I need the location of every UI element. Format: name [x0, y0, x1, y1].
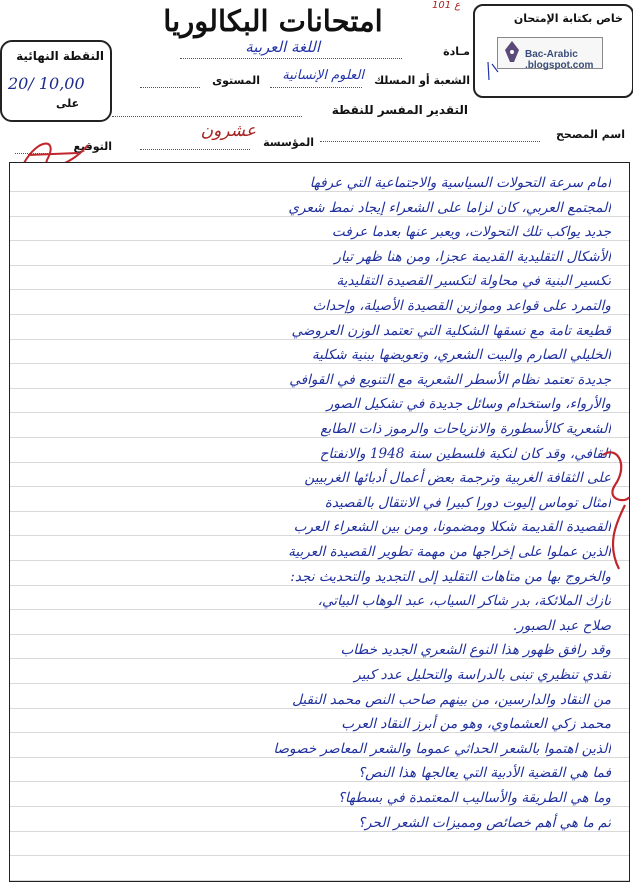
answer-line: تكسير البنية في محاولة لتكسير القصيدة التقليدية — [336, 273, 611, 290]
answer-line: الشعرية كالأسطورة والانزياحات والرموز ذات الطابع — [320, 421, 611, 437]
grade-words-label: التقدير المفسر للنقطة — [331, 103, 468, 117]
answer-line: قطيعة تامة مع نسقها الشكلية التي تعتمد الوزن العروضي — [291, 322, 611, 339]
institution-label: المؤسسة — [263, 136, 314, 149]
signature-label: التوقيع — [73, 140, 112, 153]
answer-line: الأشكال التقليدية القديمة عجزا، ومن هنا ظهر تيار — [334, 248, 611, 265]
answer-line: الذين عملوا على إخراجها من مهمة تطوير القصيدة العربية — [288, 544, 611, 560]
grade-over-label: على — [56, 97, 80, 110]
level-dots — [140, 87, 200, 88]
answer-line: ثم ما هي أهم خصائص ومميزات الشعر الحر؟ — [357, 814, 611, 831]
ruled-line — [10, 880, 629, 881]
answer-line: نازك الملائكة، بدر شاكر السياب، عبد الوهاب البياتي، — [317, 593, 611, 610]
answer-line: على الثقافة الغربية وترجمة بعض أعمال أدبائها الغربيين — [304, 470, 611, 487]
answer-line: صلاح عبد الصبور. — [512, 617, 611, 634]
corrector-dots — [320, 141, 540, 142]
final-grade-value: 20/ 10,00 — [8, 74, 85, 93]
branch-label: الشعبة أو المسلك — [374, 74, 470, 87]
corrector-label: اسم المصحح — [555, 128, 625, 141]
answer-line: القصيدة القديمة شكلا ومضمونا، ومن بين الشعراء العرب — [293, 519, 611, 536]
page-title: امتحانات البكالوريا — [163, 4, 383, 38]
answer-line: نقدي تنظيري تبنى بالدراسة والتحليل عدد كبير — [354, 667, 611, 683]
answer-line: أمثال توماس إليوت دورا كبيرا في الانتقال بالقصيدة — [324, 494, 611, 511]
answer-line: الذين اهتموا بالشعر الحداثي عموما والشعر المعاصر خصوصا — [273, 740, 611, 757]
answer-line: والتمرد على قواعد وموازين القصيدة الأصيلة، وإحداث — [312, 298, 611, 314]
answer-line: والخروج بها من متاهات التقليد إلى التجديد والتحديث نجد: — [290, 568, 611, 585]
pen-scribble-icon — [486, 60, 500, 82]
answer-line: جديدة تعتمد نظام الأسطر الشعرية مع التنويع في القوافي — [289, 371, 611, 388]
final-grade-label: النقطة النهائية — [16, 49, 104, 63]
grade-words-dots — [112, 116, 302, 117]
institution-dots — [140, 149, 250, 150]
branch-value: العلوم الإنسانية — [282, 68, 364, 83]
exam-reserved-label: خاص بكتابة الإمتحان — [513, 12, 623, 25]
answer-line: جديد يواكب تلك التحولات، ويعبر عنها بعدما عرفت — [331, 224, 611, 241]
level-label: المستوى — [212, 74, 260, 87]
blog-name: Bac-Arabic .blogspot.com — [525, 49, 594, 71]
ruled-line — [10, 855, 629, 856]
answer-sheet — [9, 162, 630, 882]
answer-line: الخليلي الصارم والبيت الشعري، وتعويضها ببنية شكلية — [311, 347, 611, 364]
answer-line: من النقاد والدارسين، من بينهم صاحب النص محمد النقيل — [292, 691, 611, 708]
answer-line: وقد رافق ظهور هذا النوع الشعري الجديد خطاب — [340, 642, 611, 659]
subject-value: اللغة العربية — [245, 38, 320, 56]
institution-value: عشرون — [200, 121, 256, 141]
answer-line: أمام سرعة التحولات السياسية والاجتماعية التي عرفها — [309, 175, 611, 191]
answer-line: والأرواء، واستخدام وسائل جديدة في تشكيل الصور — [326, 396, 611, 413]
subject-label: مـادة — [443, 45, 470, 58]
pen-nib-icon — [502, 40, 522, 64]
answer-line: المجتمع العربي، كان لزاما على الشعراء إيجاد نمط شعري — [288, 199, 611, 216]
answer-line: محمد زكي العشماوي، وهو من أبرز النقاد العرب — [341, 716, 611, 733]
answer-line: القافي، وقد كان لنكبة فلسطين سنة 1948 والانفتاح — [319, 445, 611, 462]
corner-note: ع 101 — [432, 0, 461, 11]
branch-dots — [270, 87, 362, 88]
answer-line: وما هي الطريقة والأساليب المعتمدة في بسطها؟ — [337, 790, 611, 806]
subject-dots — [180, 58, 402, 59]
margin-grade-mark — [597, 445, 633, 575]
answer-line: فما هي القضية الأدبية التي يعالجها هذا النص؟ — [357, 765, 611, 782]
